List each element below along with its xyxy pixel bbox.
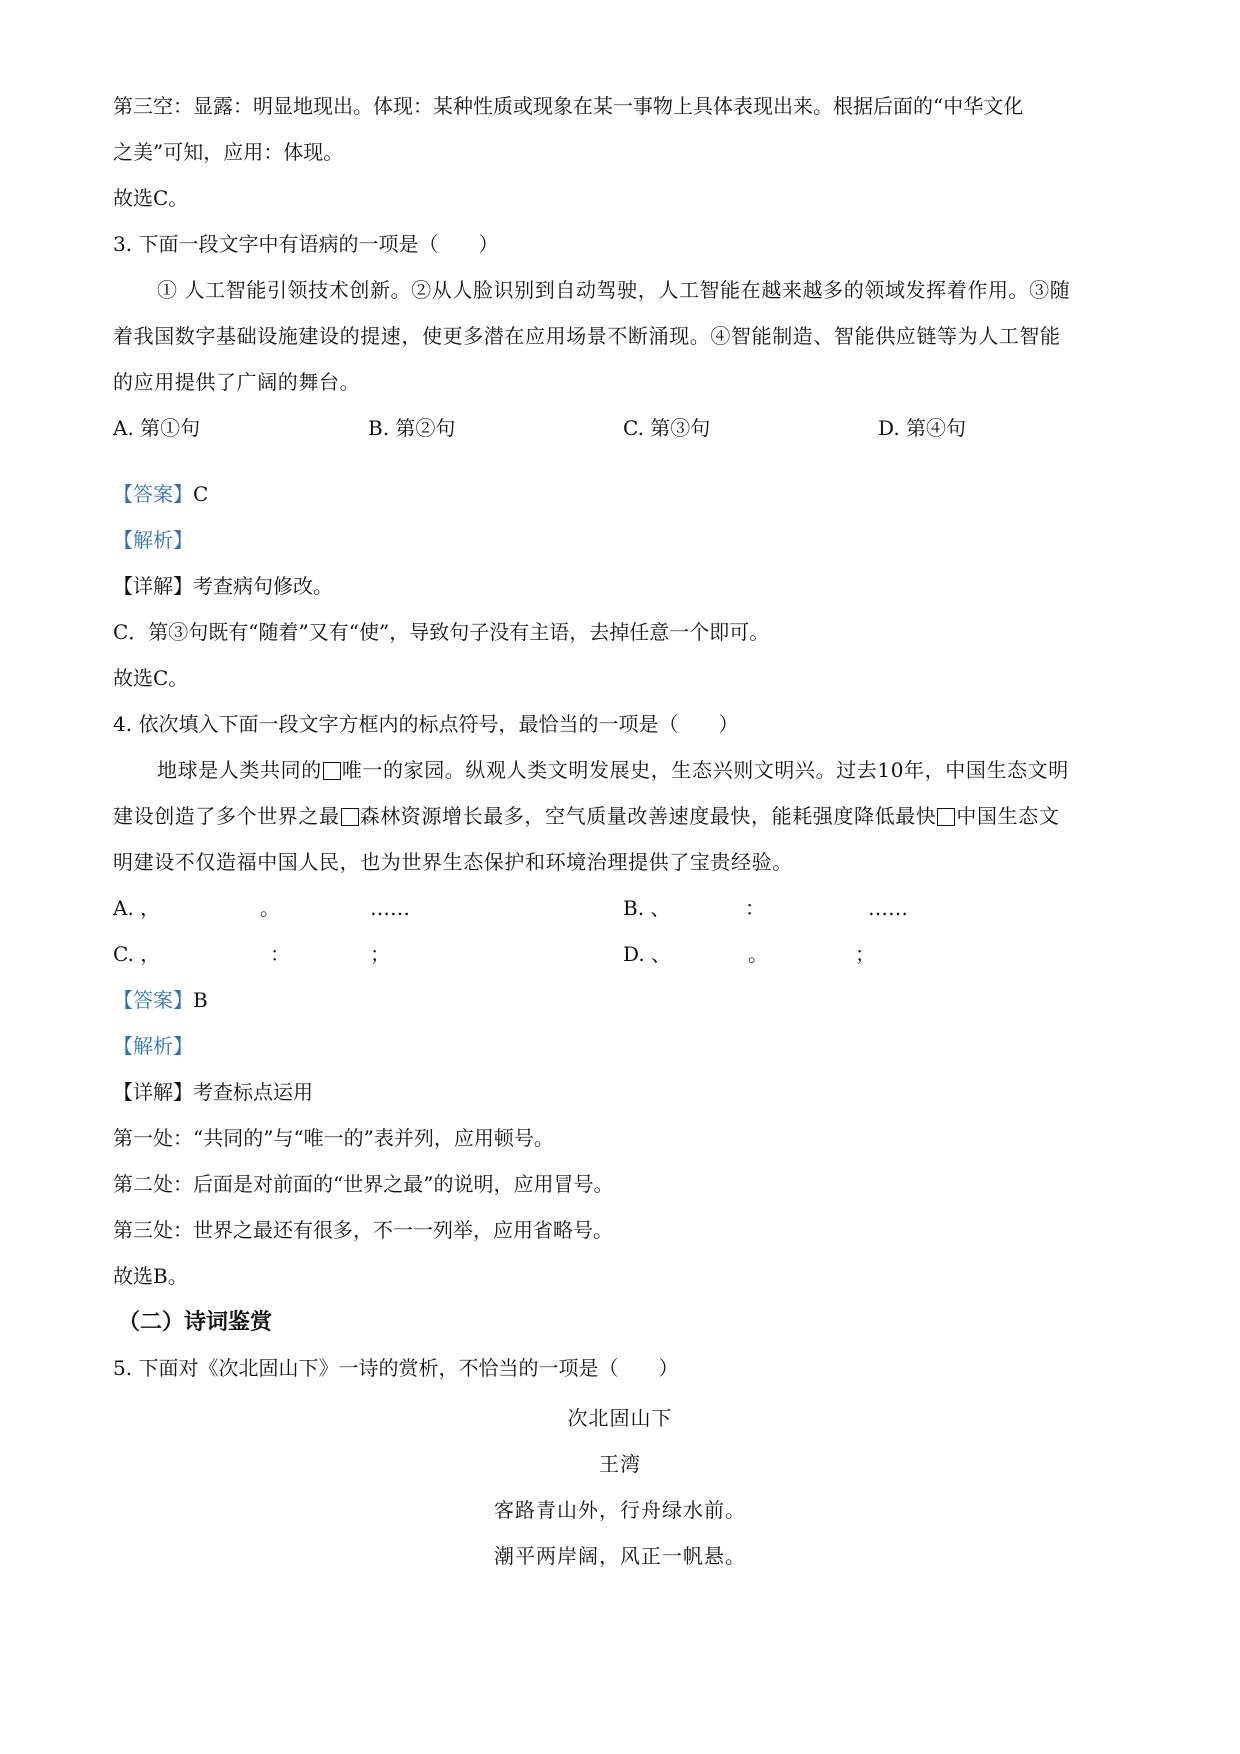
analysis-label: 【解析】 [113, 1034, 193, 1058]
text-line: 之美”可知，应用：体现。 [113, 140, 344, 164]
option-d-mark-2: 。 [748, 942, 768, 966]
detail-line: 【详解】考查标点运用 [113, 1080, 313, 1104]
passage-segment: 森林资源增长最多，空气质量改善速度最快，能耗强度降低最快 [359, 804, 937, 828]
section-heading: （二）诗词鉴赏 [118, 1309, 273, 1335]
answer-value: B [193, 988, 208, 1012]
explanation-line: 第二处：后面是对前面的“世界之最”的说明，应用冒号。 [113, 1172, 614, 1196]
poem-line: 客路青山外，行舟绿水前。 [494, 1498, 746, 1522]
option-d: D. 第④句 [878, 416, 967, 440]
selection-line: 故选C。 [113, 666, 189, 690]
option-d: D. 、 [623, 942, 672, 966]
question-4-passage [113, 756, 1069, 784]
blank-box [341, 808, 359, 826]
question-5-stem: 5. 下面对《次北固山下》一诗的赏析，不恰当的一项是（ ） [113, 1356, 679, 1380]
question-4-passage [113, 802, 1059, 830]
detail-line: 【详解】考查病句修改。 [113, 574, 333, 598]
option-b: B. 、 [623, 896, 671, 920]
question-3-passage: 着我国数字基础设施建设的提速，使更多潜在应用场景不断涌现。④智能制造、智能供应链等为人工智能 [113, 324, 1061, 348]
explanation-line: 第一处：“共同的”与“唯一的”表并列，应用顿号。 [113, 1126, 554, 1150]
option-b: B. 第②句 [368, 416, 456, 440]
explanation-line: 第三处：世界之最还有很多，不一一列举，应用省略号。 [113, 1218, 613, 1242]
passage-segment: 唯一的家园。纵观人类文明发展史，生态兴则文明兴。过去10年，中国生态文明 [341, 758, 1069, 782]
option-a: A. ， [113, 896, 161, 920]
analysis-label: 【解析】 [113, 528, 193, 552]
text-line: 故选C。 [113, 186, 189, 210]
option-c-mark-2: ： [270, 942, 290, 966]
selection-line: 故选B。 [113, 1264, 188, 1288]
option-b-mark-2: ： [745, 896, 765, 920]
text-line: 第三空：显露：明显地现出。体现：某种性质或现象在某一事物上具体表现出来。根据后面的“中华文化 [113, 94, 1024, 118]
passage-segment: 中国生态文 [956, 804, 1060, 828]
option-a: A. 第①句 [113, 416, 201, 440]
option-c: C. 第③句 [623, 416, 711, 440]
answer-label: 【答案】 [113, 988, 193, 1012]
answer-label: 【答案】 [113, 482, 193, 506]
poem-author: 王湾 [599, 1452, 641, 1476]
passage-segment: 建设创造了多个世界之最 [113, 804, 340, 828]
blank-box [323, 762, 341, 780]
option-a-mark-2: 。 [260, 896, 280, 920]
answer-line [113, 986, 208, 1014]
poem-line: 潮平两岸阔，风正一帆悬。 [494, 1544, 746, 1568]
question-3-stem: 3. 下面一段文字中有语病的一项是（ ） [113, 232, 499, 256]
option-a-mark-3: …… [370, 896, 410, 920]
question-3-passage: 的应用提供了广阔的舞台。 [113, 370, 361, 394]
question-3-passage: ① 人工智能引领技术创新。②从人脸识别到自动驾驶，人工智能在越来越多的领域发挥着作用。③随 [157, 278, 1071, 302]
answer-line [113, 480, 208, 508]
poem-title: 次北固山下 [567, 1406, 673, 1430]
option-b-mark-3: …… [868, 896, 908, 920]
explanation-line: C．第③句既有“随着”又有“使”，导致句子没有主语，去掉任意一个即可。 [113, 620, 770, 644]
question-4-stem: 4. 依次填入下面一段文字方框内的标点符号，最恰当的一项是（ ） [113, 712, 739, 736]
blank-box [937, 808, 955, 826]
option-c-mark-3: ； [370, 942, 390, 966]
question-4-passage: 明建设不仅造福中国人民，也为世界生态保护和环境治理提供了宝贵经验。 [113, 850, 793, 874]
passage-segment: 地球是人类共同的 [157, 758, 322, 782]
answer-value: C [193, 482, 209, 506]
option-d-mark-3: ； [855, 942, 875, 966]
option-c: C. ， [113, 942, 161, 966]
